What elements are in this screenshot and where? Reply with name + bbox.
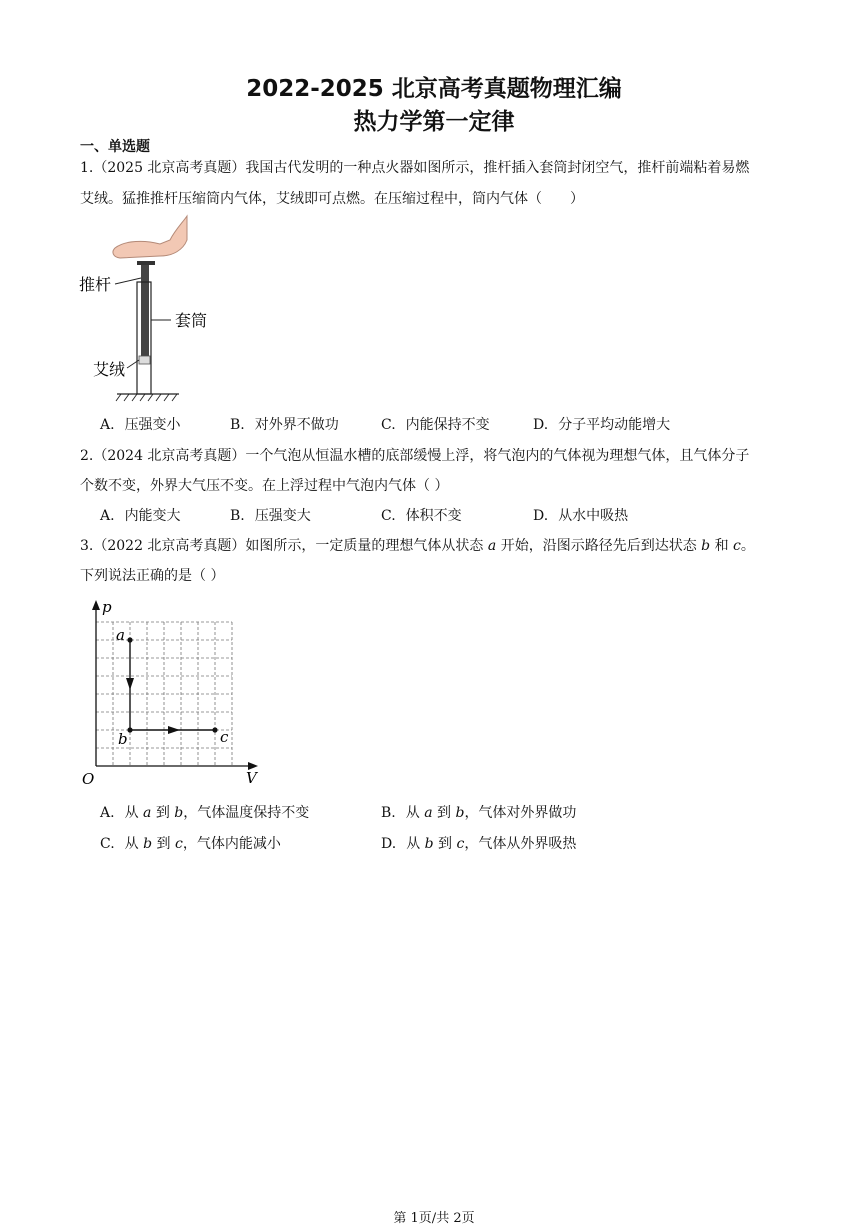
option-key: C. — [381, 417, 396, 433]
option-key: A. — [100, 508, 115, 524]
option-key: B. — [381, 805, 396, 821]
state-a-point — [127, 637, 132, 642]
rod-cap — [137, 261, 155, 265]
q1-option-d[interactable] — [533, 414, 670, 434]
state-a-label: a — [116, 626, 125, 644]
tinder-label: 艾绒 — [93, 360, 126, 379]
q1-stem-line1: 1.（2025 北京高考真题）我国古代发明的一种点火器如图所示，推杆插入套筒封闭空气，推杆前端粘着易燃 — [80, 160, 750, 176]
q3-stem-part: 和 — [710, 538, 734, 554]
option-text: 分子平均动能增大 — [558, 417, 671, 433]
option-key: A. — [100, 805, 115, 821]
q2-stem-line2: 个数不变，外界大气压不变。在上浮过程中气泡内气体（ ） — [80, 478, 449, 494]
option-var: a — [424, 805, 433, 821]
q3-stem-line1 — [80, 535, 755, 555]
option-key: A. — [100, 417, 115, 433]
q3-option-a[interactable] — [100, 802, 309, 822]
q3-stem-part: 。 — [740, 538, 755, 554]
rod-label: 推杆 — [79, 275, 112, 294]
option-var: b — [455, 805, 465, 821]
option-text: 从 — [406, 836, 425, 852]
option-text: ，气体内能减小 — [182, 836, 281, 852]
state-b-label: b — [118, 730, 128, 748]
option-text: ，气体对外界做功 — [464, 805, 577, 821]
q3-stem-part: 开始，沿图示路径先后到达状态 — [496, 538, 702, 554]
option-text: 从 — [405, 805, 425, 821]
sleeve-label: 套筒 — [175, 311, 208, 330]
q1-option-c[interactable] — [381, 414, 490, 434]
option-var: c — [456, 836, 465, 852]
hand-icon — [113, 216, 187, 258]
p-axis-label: p — [102, 598, 112, 616]
ground-hatching — [116, 394, 177, 401]
page-footer: 第 1页/共 2页 — [393, 1211, 475, 1226]
q3-var-a: a — [487, 538, 497, 554]
option-key: B. — [230, 508, 245, 524]
document-subtitle: 热力学第一定律 — [353, 109, 515, 135]
p-axis-arrow-icon — [92, 600, 100, 610]
option-var: b — [424, 836, 434, 852]
v-axis-label: V — [246, 769, 257, 786]
option-text: 从 — [124, 836, 144, 852]
option-key: D. — [533, 417, 549, 433]
option-key: D. — [381, 836, 397, 852]
q2-stem-line1: 2.（2024 北京高考真题）一个气泡从恒温水槽的底部缓慢上浮，将气泡内的气体视为理想气体，且气体分子 — [80, 448, 750, 464]
option-key: B. — [230, 417, 245, 433]
q1-option-a[interactable] — [100, 414, 181, 434]
option-text: 内能保持不变 — [405, 417, 490, 433]
q3-stem-part: 3.（2022 北京高考真题）如图所示，一定质量的理想气体从状态 — [80, 538, 488, 554]
option-key: D. — [533, 508, 549, 524]
option-text: 对外界不做功 — [254, 417, 339, 433]
option-key: C. — [100, 836, 115, 852]
option-text: 从水中吸热 — [558, 508, 629, 524]
option-var: b — [143, 836, 153, 852]
option-var: c — [175, 836, 183, 852]
option-text: 内能变大 — [124, 508, 181, 524]
q3-option-b[interactable] — [381, 802, 576, 822]
q2-option-d[interactable] — [533, 505, 628, 525]
q1-option-b[interactable] — [230, 414, 339, 434]
q2-option-a[interactable] — [100, 505, 181, 525]
pv-diagram — [78, 596, 264, 786]
origin-label: O — [82, 770, 95, 786]
state-c-label: c — [220, 728, 229, 746]
option-var: b — [174, 805, 184, 821]
q3-var-c: c — [733, 538, 741, 554]
document-title: 2022-2025 北京高考真题物理汇编 — [246, 76, 622, 102]
section-heading: 一、单选题 — [80, 139, 150, 155]
option-key: C. — [381, 508, 396, 524]
option-text: 到 — [151, 805, 175, 821]
state-b-point — [127, 727, 132, 732]
q1-stem-line2: 艾绒。猛推推杆压缩筒内气体，艾绒即可点燃。在压缩过程中，筒内气体（ ） — [80, 191, 584, 207]
option-text: 从 — [124, 805, 144, 821]
option-text: 压强变小 — [124, 417, 181, 433]
rod-shape — [141, 265, 149, 361]
down-arrow-icon — [126, 678, 134, 690]
state-c-point — [212, 727, 217, 732]
option-text: ，气体温度保持不变 — [183, 805, 310, 821]
option-var: a — [143, 805, 152, 821]
option-text: 到 — [433, 836, 457, 852]
q3-option-c[interactable] — [100, 833, 281, 853]
option-text: 到 — [152, 836, 175, 852]
igniter-figure — [75, 210, 225, 405]
option-text: 到 — [432, 805, 456, 821]
tinder-shape — [139, 356, 150, 364]
option-text: 体积不变 — [405, 508, 462, 524]
q3-stem-line2: 下列说法正确的是（ ） — [80, 568, 225, 584]
option-text: 压强变大 — [254, 508, 311, 524]
right-arrow-icon — [168, 726, 180, 734]
q3-option-d[interactable] — [381, 833, 576, 853]
q2-option-b[interactable] — [230, 505, 311, 525]
q3-var-b: b — [701, 538, 711, 554]
option-text: ，气体从外界吸热 — [464, 836, 577, 852]
q2-option-c[interactable] — [381, 505, 462, 525]
